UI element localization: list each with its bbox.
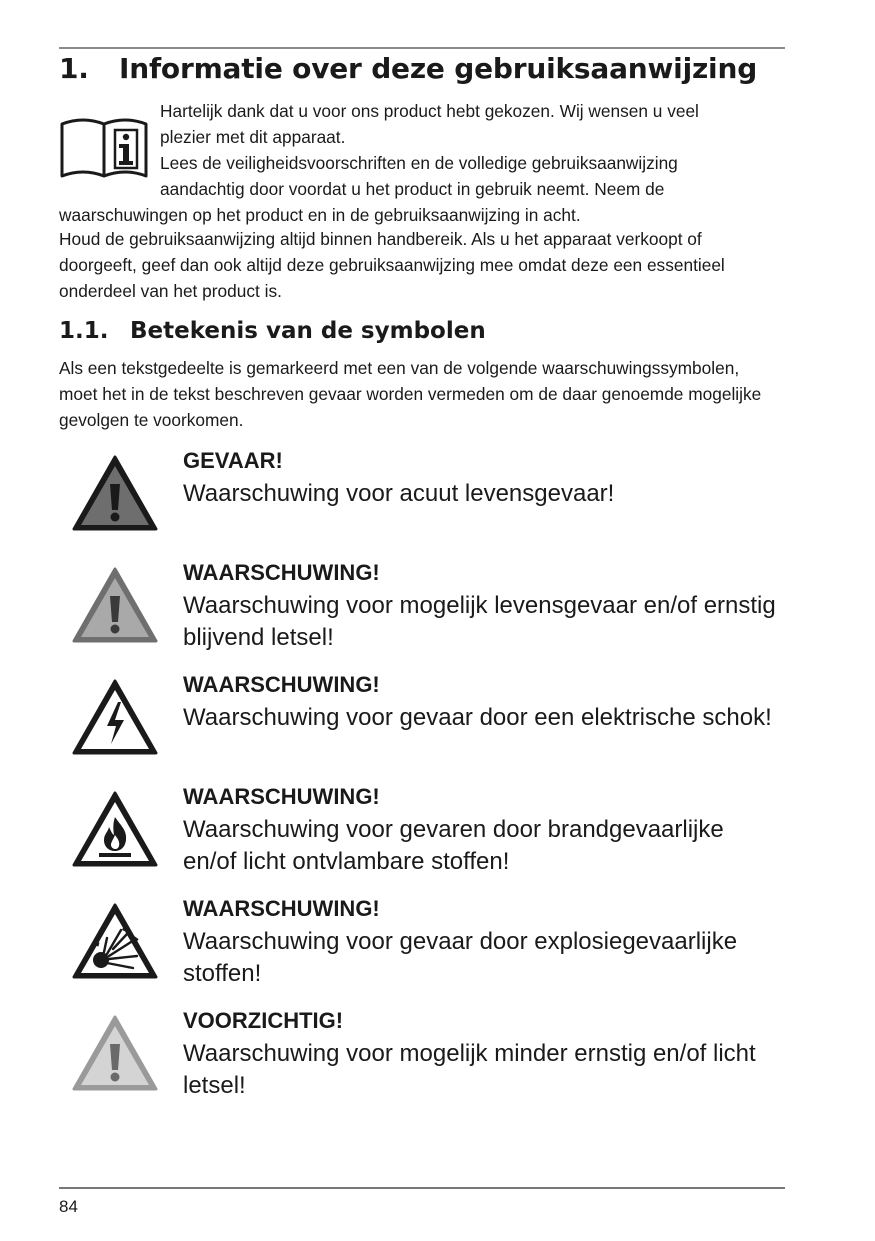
danger-dark-triangle-icon bbox=[71, 454, 159, 532]
symbols-paragraph: Als een tekstgedeelte is gemarkeerd met een van de volgende waarschuwingssymbolen, moet het in de tekst beschreven gevaar worden vermeden om de daar genoemde mogelijke gevolgen te voorkomen. bbox=[59, 358, 762, 430]
caution-light-triangle-icon bbox=[71, 1014, 159, 1092]
intro-line: waarschuwingen op het product en in de gebruiksaanwijzing in acht. bbox=[59, 205, 581, 225]
top-rule bbox=[59, 47, 785, 49]
warning-title: WAARSCHUWING! bbox=[183, 896, 380, 921]
intro-line: plezier met dit apparaat. bbox=[160, 127, 346, 147]
warning-message: Waarschuwing voor gevaar door explosiegevaarlijke stoffen! bbox=[183, 928, 738, 987]
warning-message: Waarschuwing voor mogelijk minder ernstig en/of licht letsel! bbox=[183, 1040, 756, 1099]
warning-title: GEVAAR! bbox=[183, 448, 283, 473]
subsection-heading bbox=[59, 318, 486, 344]
warning-message: Waarschuwing voor gevaren door brandgevaarlijke en/of licht ontvlambare stoffen! bbox=[183, 816, 724, 875]
intro-line: Hartelijk dank dat u voor ons product hebt gekozen. Wij wensen u veel bbox=[160, 101, 699, 121]
flammable-icon bbox=[71, 790, 159, 868]
warning-message: Waarschuwing voor gevaar door een elektrische schok! bbox=[183, 704, 772, 731]
footer-rule bbox=[59, 1187, 785, 1189]
explosive-icon bbox=[71, 902, 159, 980]
warning-title: WAARSCHUWING! bbox=[183, 672, 380, 697]
subsection-number: 1.1. bbox=[59, 318, 109, 344]
intro-line: aandachtig door voordat u het product in gebruik neemt. Neem de bbox=[160, 179, 665, 199]
page-number: 84 bbox=[59, 1197, 78, 1216]
warning-message: Waarschuwing voor mogelijk levensgevaar en/of ernstig blijvend letsel! bbox=[183, 592, 776, 651]
warning-message: Waarschuwing voor acuut levensgevaar! bbox=[183, 480, 615, 507]
section-title: Informatie over deze gebruiksaanwijzing bbox=[119, 52, 758, 85]
warning-title: WAARSCHUWING! bbox=[183, 560, 380, 585]
warning-grey-triangle-icon bbox=[71, 566, 159, 644]
electric-shock-icon bbox=[71, 678, 159, 756]
intro-line: Lees de veiligheidsvoorschriften en de volledige gebruiksaanwijzing bbox=[160, 153, 678, 173]
subsection-title: Betekenis van de symbolen bbox=[130, 318, 486, 344]
warning-title: WAARSCHUWING! bbox=[183, 784, 380, 809]
warning-title: VOORZICHTIG! bbox=[183, 1008, 344, 1033]
keep-manual-paragraph: Houd de gebruiksaanwijzing altijd binnen handbereik. Als u het apparaat verkoopt of doorgeeft, geef dan ook altijd deze gebruiksaanwijzing mee omdat deze een essentieel onderdeel van het product is. bbox=[59, 229, 725, 301]
section-number: 1. bbox=[59, 52, 89, 85]
section-heading bbox=[59, 52, 757, 85]
intro-text bbox=[59, 98, 779, 228]
